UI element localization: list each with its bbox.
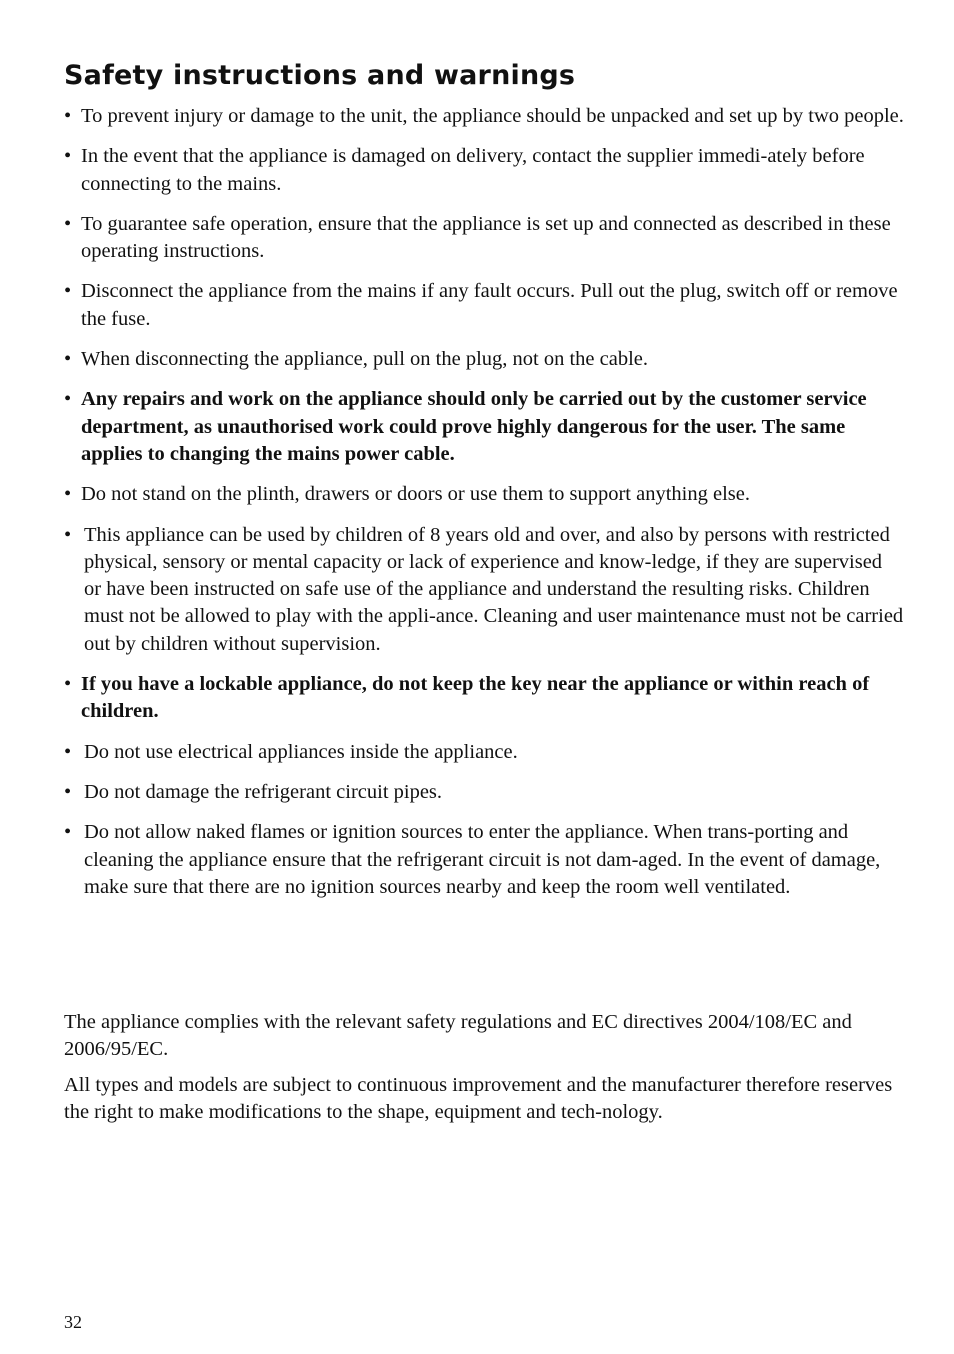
list-item	[64, 103, 904, 130]
list-item	[64, 739, 904, 766]
bullet-icon: •	[64, 280, 72, 303]
compliance-paragraph: The appliance complies with the relevant safety regulations and EC directives 2004/108/EC and 2006/95/EC.	[64, 1011, 852, 1061]
bullet-icon: •	[64, 145, 72, 168]
list-item	[64, 278, 904, 333]
bullet-text: This appliance can be used by children of 8 years old and over, and also by persons with restricted physical, sensory or mental capacity or lack of experience and know-ledge, if they are supervised or have been instructed on safe use of the appliance and understand the resulting risks. Children must not be allowed to play with the appli-ance. Cleaning and user maintenance must not be carried out by children without supervision.	[84, 523, 904, 655]
list-item	[64, 522, 904, 658]
bullet-icon: •	[64, 780, 72, 803]
page-title: Safety instructions and warnings	[64, 60, 576, 91]
bullet-text: Do not stand on the plinth, drawers or doors or use them to support anything else.	[81, 483, 750, 506]
page-number: 32	[64, 1312, 82, 1332]
list-item	[64, 211, 904, 266]
bullet-icon: •	[64, 673, 72, 696]
list-item	[64, 346, 904, 373]
bullet-icon: •	[64, 483, 72, 506]
bullet-icon: •	[64, 740, 72, 763]
bullet-text: Do not damage the refrigerant circuit pipes.	[84, 780, 443, 803]
bullet-icon: •	[64, 105, 72, 127]
bullet-text: When disconnecting the appliance, pull on the plug, not on the cable.	[81, 348, 649, 371]
bullet-text: Do not use electrical appliances inside the appliance.	[84, 740, 518, 763]
bullet-icon: •	[64, 523, 72, 546]
bullet-icon: •	[64, 348, 72, 371]
list-item	[64, 481, 904, 508]
bullet-icon: •	[64, 821, 72, 844]
list-item	[64, 779, 904, 806]
bullet-text: To guarantee safe operation, ensure that the appliance is set up and connected as described in these operating instructions.	[81, 212, 891, 263]
bullet-text: In the event that the appliance is damaged on delivery, contact the supplier immedi-ately before connecting to the mains.	[81, 145, 865, 195]
list-item	[64, 143, 904, 198]
bullet-text: Do not allow naked flames or ignition sources to enter the appliance. When trans-porting and cleaning the appliance ensure that the refrigerant circuit is not dam-aged. In the event of damage, make sure that there are no ignition sources nearby and keep the room well ventilated.	[84, 821, 881, 898]
list-item-warning	[64, 671, 904, 726]
bullet-icon: •	[64, 388, 72, 411]
list-item	[64, 819, 904, 901]
list-item-warning	[64, 386, 904, 468]
closing-notes	[64, 1009, 894, 1134]
bullet-icon: •	[64, 212, 72, 235]
safety-bullet-list	[64, 103, 904, 914]
improvement-paragraph: All types and models are subject to continuous improvement and the manufacturer therefore reserves the right to make modifications to the shape, equipment and tech-nology.	[64, 1073, 893, 1123]
bullet-text: If you have a lockable appliance, do not keep the key near the appliance or within reach of children.	[81, 673, 870, 723]
bullet-text: To prevent injury or damage to the unit, the appliance should be unpacked and set up by two people.	[81, 105, 904, 127]
bullet-text: Disconnect the appliance from the mains if any fault occurs. Pull out the plug, switch off or remove the fuse.	[81, 280, 898, 330]
bullet-text: Any repairs and work on the appliance should only be carried out by the customer service department, as unauthorised work could prove highly dangerous for the user. The same applies to changing the mains power cable.	[81, 388, 867, 465]
